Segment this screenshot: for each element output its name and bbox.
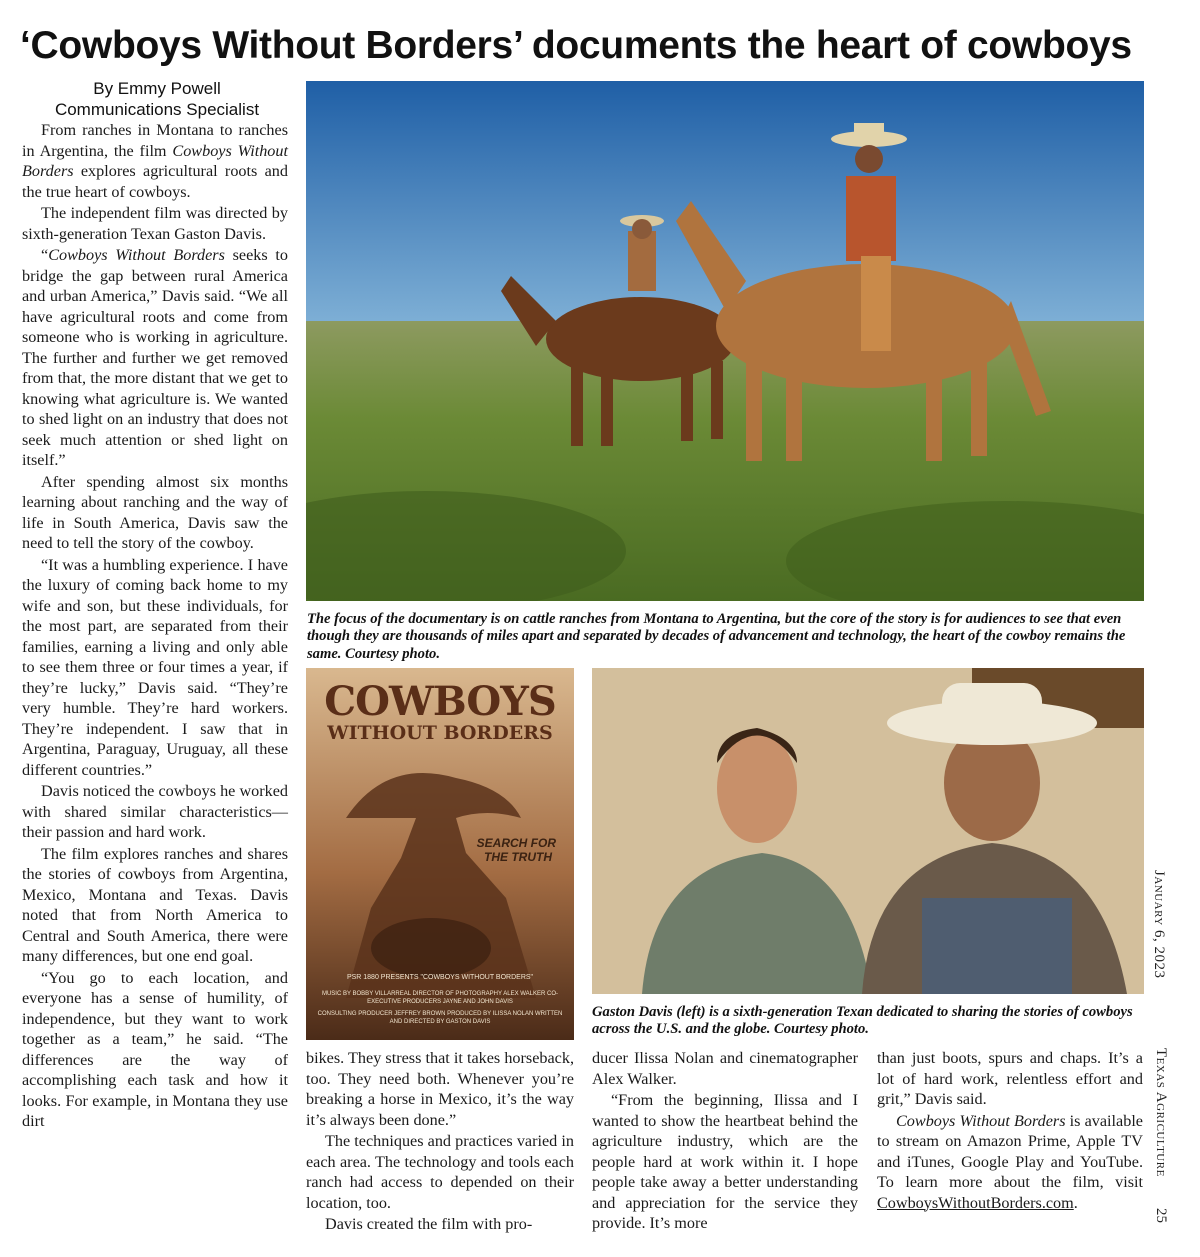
paragraph: “Cowboys Without Borders seeks to bridge the gap between rural America and urban America,” Davis said. “We all have agricultural roots and come from someone who is working in agriculture. The further and further we get removed from that, the more distant that we get to knowing what agriculture is. We wanted to shed light on an industry that does not seek much attention or shed light on itself.” (22, 246, 288, 469)
headline: ‘Cowboys Without Borders’ documents the heart of cowboys (20, 24, 1132, 67)
paragraph: Davis created the film with pro- (325, 1215, 533, 1233)
cowboys-horses-photo (306, 81, 1144, 601)
gaston-davis-photo (592, 668, 1144, 994)
paragraph: than just boots, spurs and chaps. It’s a lot of hard work, relentless effort and grit,” Davis said. (877, 1049, 1143, 1108)
byline (22, 78, 292, 120)
byline-author: By Emmy Powell (93, 79, 221, 98)
paragraph: “You go to each location, and everyone has a sense of humility, of independence, but they want to work together as a team,” he said. “The differences are the way of accomplishing each task and how it looks. For example, in Montana they use dirt (22, 968, 288, 1130)
paragraph: Davis noticed the cowboys he worked with shared similar characteristics—their passion and hard work. (22, 782, 288, 841)
poster-credits-1: PSR 1880 PRESENTS "COWBOYS WITHOUT BORDERS" (346, 974, 534, 981)
poster-credits-3: CONSULTING PRODUCER JEFFREY BROWN PRODUCED BY ILISSA NOLAN WRITTEN AND DIRECTED BY GASTON DAVIS (317, 1011, 563, 1025)
byline-title: Communications Specialist (54, 100, 260, 119)
page-number: 25 (1153, 1208, 1169, 1223)
article-column-1 (22, 120, 288, 1133)
paragraph: Cowboys Without Borders is available to stream on Amazon Prime, Apple TV and iTunes, Google Play and YouTube. To learn more about the film, visit CowboysWithoutBorders.com. (877, 1111, 1143, 1212)
paragraph: The film explores ranches and shares the stories of cowboys from Argentina, Mexico, Montana and Texas. Davis noted that from North America to Central and South America, there were many differences, but one end goal. (22, 844, 288, 965)
poster-title-2: WITHOUT BORDERS (327, 722, 553, 744)
photo2-caption: Gaston Davis (left) is a sixth-generation Texan dedicated to sharing the stories of cowboys across the U.S. and the globe. Courtesy photo. (592, 1004, 1133, 1038)
poster-credits-2: MUSIC BY BOBBY VILLARREAL DIRECTOR OF PHOTOGRAPHY ALEX WALKER CO-EXECUTIVE PRODUCERS JAYNE AND JOHN DAVIS (321, 991, 559, 1005)
paragraph: After spending almost six months learning about ranching and the way of life in South America, Davis saw the need to tell the story of the cowboy. (22, 472, 288, 552)
paragraph: “It was a humbling experience. I have the luxury of coming back home to my wife and son, but these individuals, for the most part, are separated from their families, earning a living and only able to see them three or four times a year, if they’re lucky,” Davis said. “They’re very humble. They’re hard workers. They’re independent. I saw that in Argentina, Paraguay, Uruguay, all these different countries.” (22, 555, 288, 779)
portrait-illustration (592, 668, 1144, 994)
paragraph: bikes. They stress that it takes horseback, too. They need both. Whenever you’re breaking a horse in Mexico, it’s the way it’s always been done.” (306, 1049, 574, 1129)
paragraph: The techniques and practices varied in each area. The technology and tools each ranch had access to depended on their location, too. (306, 1132, 574, 1212)
article-column-3 (592, 1048, 858, 1235)
poster-tagline-2: THE TRUTH (484, 850, 552, 864)
issue-date: January 6, 2023 (1151, 870, 1167, 979)
publication-name: Texas Agriculture (1153, 1048, 1169, 1177)
paragraph: The independent film was directed by sixth-generation Texan Gaston Davis. (22, 204, 288, 243)
cowboys-horses-illustration (306, 81, 1144, 601)
website-link[interactable]: CowboysWithoutBorders.com (877, 1193, 1074, 1212)
paragraph: “From the beginning, Ilissa and I wanted to show the heartbeat behind the agriculture industry, which are the people hard at work within it. I hope people take away a better understanding and appreciation for the service they provide. It’s more (592, 1091, 858, 1232)
article-column-2 (306, 1048, 574, 1236)
paragraph: ducer Ilissa Nolan and cinematographer Alex Walker. (592, 1049, 858, 1088)
movie-poster (306, 668, 574, 1040)
article-column-4 (877, 1048, 1143, 1214)
photo1-caption: The focus of the documentary is on cattle ranches from Montana to Argentina, but the core of the story is for audiences to see that even though they are thousands of miles apart and separated by decades of advancement and technology, the heart of the cowboy remains the same. Courtesy photo. (307, 611, 1126, 662)
poster-tagline-1: SEARCH FOR (476, 836, 556, 850)
paragraph: From ranches in Montana to ranches in Argentina, the film Cowboys Without Borders explores agricultural roots and the true heart of cowboys. (22, 121, 288, 201)
poster-title-1: COWBOYS (324, 678, 556, 725)
